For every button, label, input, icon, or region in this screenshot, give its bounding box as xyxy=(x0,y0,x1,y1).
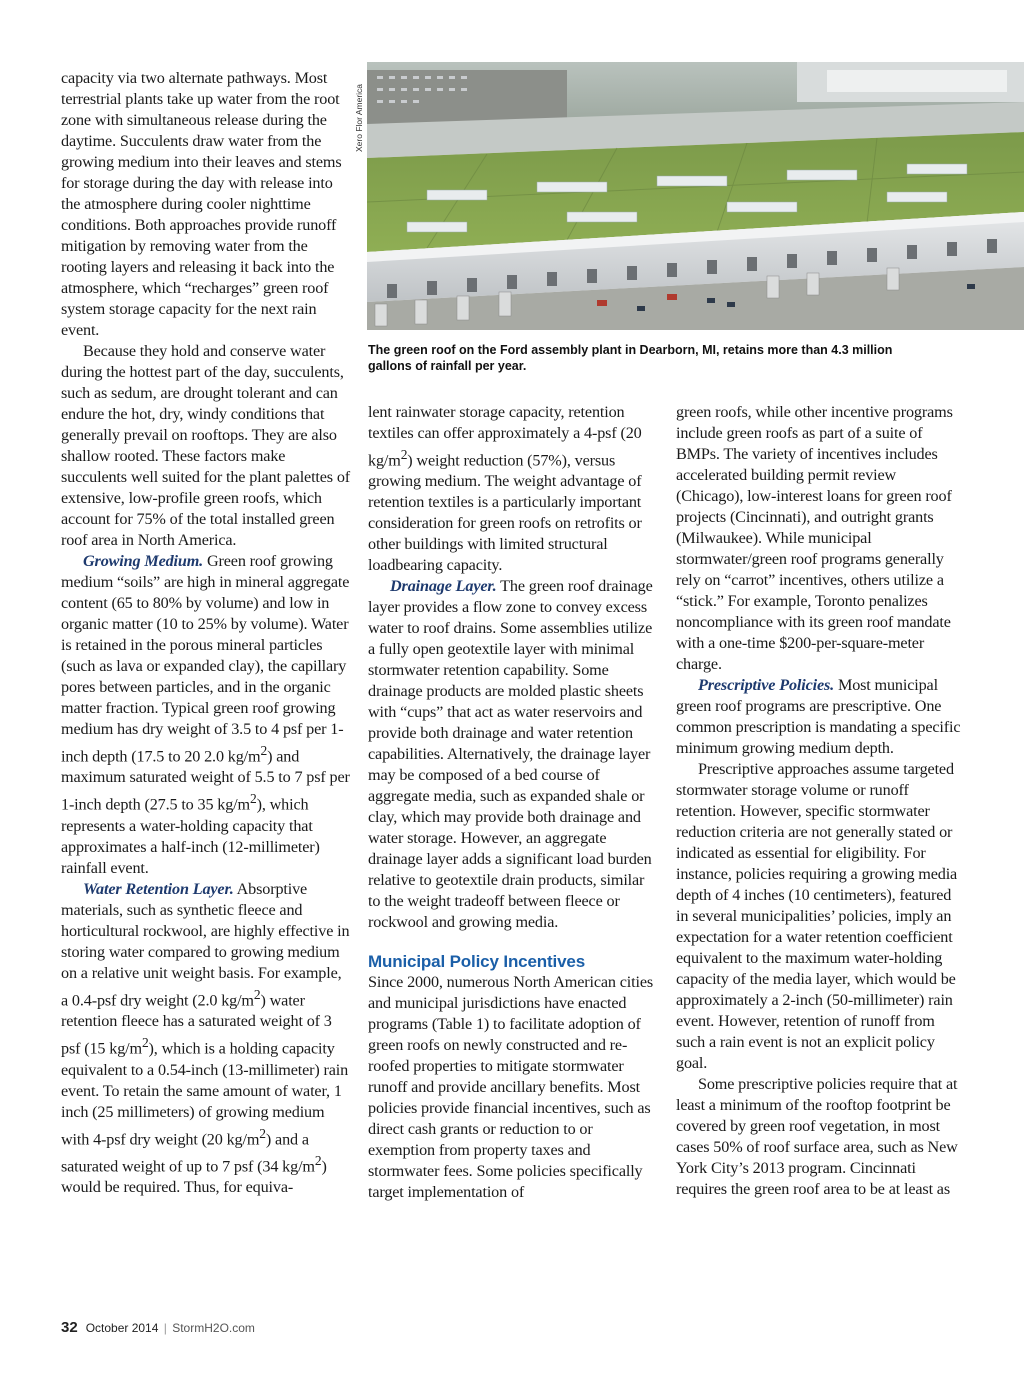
paragraph xyxy=(368,402,658,576)
superscript: 2 xyxy=(141,1035,149,1051)
photo-caption: The green roof on the Ford assembly plant in Dearborn, MI, retains more than 4.3 million gallons of rainfall per year. xyxy=(368,343,893,373)
superscript: 2 xyxy=(253,986,261,1002)
text-run: ) weight reduction (57%), versus growing medium. The weight advantage of retention textiles is a particularly important consideration for green roofs on retrofits or other buildings with limited structural loadbearing capacity. xyxy=(368,451,642,575)
superscript: 2 xyxy=(249,791,257,807)
section-heading-municipal-policy: Municipal Policy Incentives xyxy=(368,952,586,972)
paragraph-prescriptive-policies xyxy=(676,675,966,759)
ford-green-roof-photo xyxy=(367,62,1024,330)
paragraph: Because they hold and conserve water during the hottest part of the day, succulents, such as sedum, are drought tolerant and can endure the hot, dry, windy conditions that generally prevail on rooftops. They are also shallow rooted. These factors make succulents well suited for the plant palettes of extensive, low-profile green roofs, which account for 75% of the total installed green roof area in North America. xyxy=(61,342,351,549)
subhead-water-retention: Water Retention Layer. xyxy=(83,879,234,898)
text-column-3 xyxy=(676,402,966,1200)
paragraph: Some prescriptive policies require that at least a minimum of the rooftop footprint be covered by green roof vegetation, in most cases 50% of roof surface area, such as New York City’s 2013 program. Cincinnati requires the green roof area to be at least as xyxy=(676,1075,958,1198)
paragraph-water-retention xyxy=(61,879,351,1199)
page-footer xyxy=(61,1319,255,1336)
text-run: Absorptive materials, such as synthetic fleece and horticultural rockwool, are highly effective in storing water compared to growing medium on a relative unit weight basis. For example, a 0.4-psf dry weight (2.0 kg/m xyxy=(61,879,350,1010)
subhead-growing-medium: Growing Medium. xyxy=(83,552,204,570)
text-run: ) and a saturated weight of up to 7 psf (34 kg/m xyxy=(61,1129,315,1176)
text-run: ), which represents a water-holding capacity that approximates a half-inch (12-millimeter) rainfall event. xyxy=(61,795,320,877)
subhead-drainage-layer: Drainage Layer. xyxy=(390,577,497,596)
paragraph: capacity via two alternate pathways. Most terrestrial plants take up water from the root zone with simultaneous release during the daytime. Succulents draw water from the growing medium into their leaves and stems for storage during the day with release into the atmosphere during cooler nighttime conditions. Both approaches provide runoff mitigation by removing water from the rooting layers and releasing it back into the atmosphere, which “recharges” green roof system storage capacity for the next rain event. xyxy=(61,69,342,339)
superscript: 2 xyxy=(259,1125,266,1141)
paragraph-drainage-layer xyxy=(368,576,658,933)
text-run: ) water retention fleece has a saturated weight of 3 psf (15 kg/m xyxy=(61,991,332,1058)
website-name: StormH2O.com xyxy=(172,1321,255,1335)
text-column-2 xyxy=(368,402,658,1203)
text-run: The green roof drainage layer provides a flow zone to convey excess water to roof drains. Some assemblies utilize a fully open geotextile layer with minimal stormwater retention capability. Some drainage products are molded plastic sheets with “cups” that act as water reservoirs and provide both drainage and water retention capabilities. Alternatively, the drainage layer may be composed of a bed course of aggregate media, such as expanded shale or clay, which may provide both drainage and water storage. However, an aggregate drainage layer adds a significant load burden relative to geotextile drain products, similar to the weight tradeoff between fleece or rockwool and growing media. xyxy=(368,577,653,932)
paragraph-growing-medium xyxy=(61,551,351,879)
text-run: ), which is a holding capacity equivalent to a 0.54-inch (13-millimeter) rain event. To retain the same amount of water, 1 inch (25 millimeters) of growing medium with 4-psf dry weight (20 kg/m xyxy=(61,1039,349,1148)
superscript: 2 xyxy=(260,743,268,758)
paragraph: Since 2000, numerous North American cities and municipal jurisdictions have enacted programs (Table 1) to facilitate adoption of green roofs on newly constructed and re-roofed properties to mitigate stormwater runoff and provide ancillary benefits. Most policies provide financial incentives, such as direct cash grants or reduction to or exemption from property taxes and stormwater fees. Some policies specifically target implementation of xyxy=(368,973,654,1202)
photo-credit: Xero Flor America xyxy=(354,83,364,152)
page-number: 32 xyxy=(61,1319,78,1336)
paragraph: green roofs, while other incentive programs include green roofs as part of a suite of BMPs. The variety of incentives includes accelerated building permit review (Chicago), low-interest loans for green roof projects (Cincinnati), and outright grants (Milwaukee). While municipal stormwater/green roof programs generally rely on “carrot” incentives, others utilize a “stick.” For example, Toronto penalizes noncompliance with its green roof mandate with a one-time $200-per-square-meter charge. xyxy=(676,403,953,673)
superscript: 2 xyxy=(314,1152,322,1168)
issue-date: October 2014 xyxy=(85,1321,159,1335)
superscript: 2 xyxy=(400,447,408,462)
text-run: lent rainwater storage capacity, retention textiles can offer approximately a 4-psf (20 kg/m xyxy=(368,403,642,470)
text-run: ) and maximum saturated weight of 5.5 to 7 psf per 1-inch depth (27.5 to 35 kg/m xyxy=(61,747,350,814)
text-run: ) would be required. Thus, for equiva- xyxy=(61,1157,327,1197)
footer-separator: | xyxy=(163,1321,167,1335)
subhead-prescriptive-policies: Prescriptive Policies. xyxy=(698,676,835,694)
text-column-1 xyxy=(61,68,351,1198)
text-run: Most municipal green roof programs are prescriptive. One common prescription is mandating a specific minimum growing medium depth. xyxy=(676,676,961,757)
paragraph: Prescriptive approaches assume targeted stormwater storage volume or runoff retention. However, specific stormwater reduction criteria are not generally stated or indicated as essential for eligibility. For instance, policies requiring a growing media depth of 4 inches (10 centimeters), featured in several municipalities’ policies, imply an expectation for a water retention coefficient equivalent to the maximum water-holding capacity of the media layer, which would be approximately a 2-inch (50-millimeter) rain event. However, retention of runoff from such a rain event is not an explicit policy goal. xyxy=(676,760,958,1072)
text-run: Green roof growing medium “soils” are high in mineral aggregate content (65 to 80% by volume) and low in organic matter (10 to 25% by volume). Water is retained in the porous mineral particles (such as lava or expanded clay), the capillary pores between particles, and in the organic matter fraction. Typical green roof growing medium has dry weight of 3.5 to 4 psf per 1-inch depth (17.5 to 20 2.0 kg/m xyxy=(61,552,350,766)
